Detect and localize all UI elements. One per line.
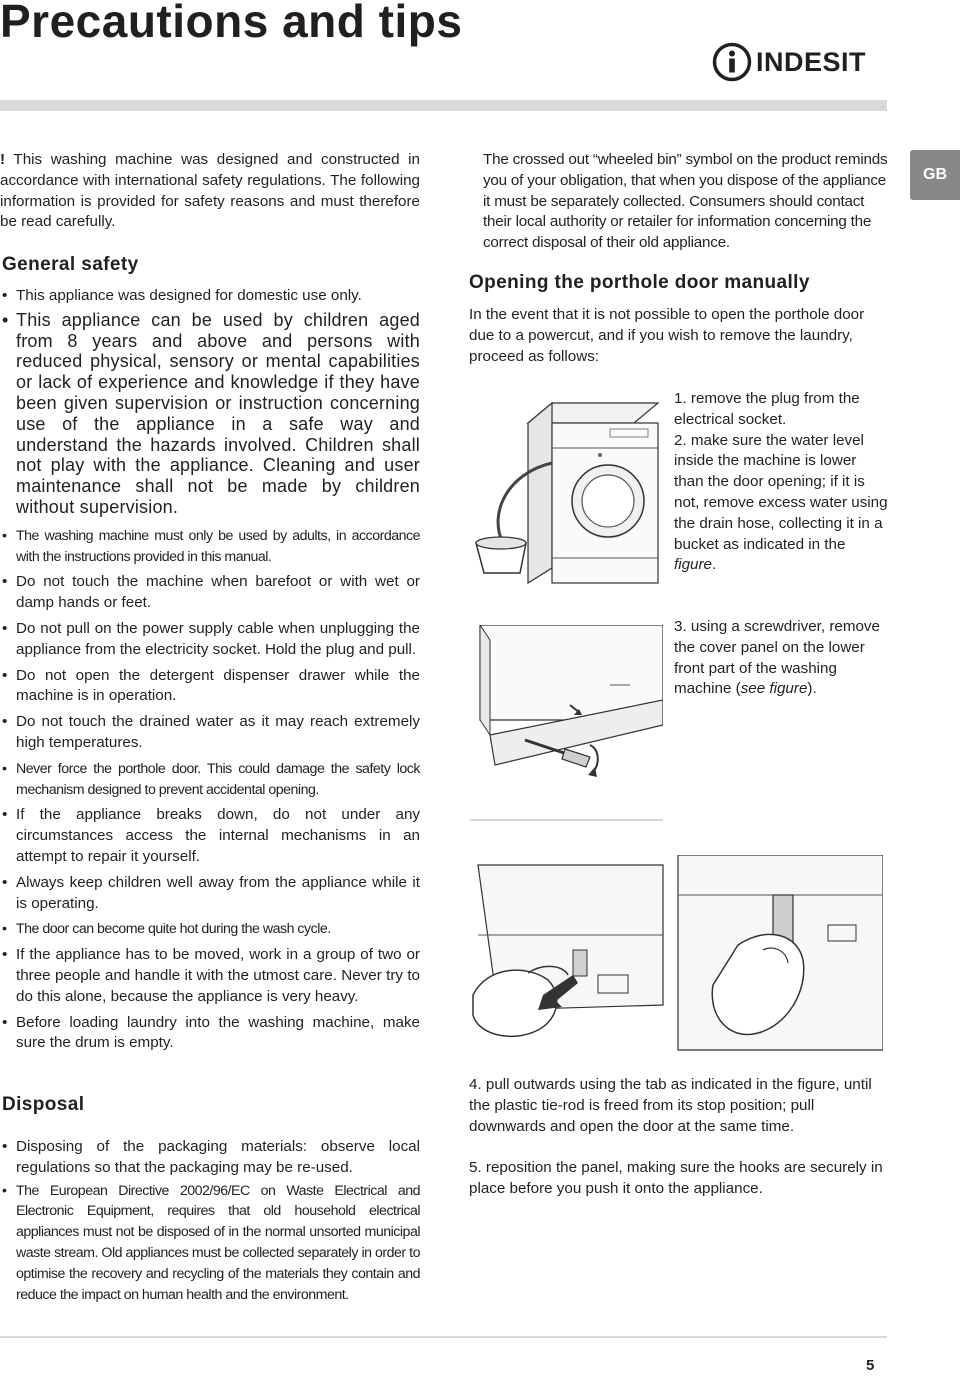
left-column <box>0 150 420 233</box>
step-2-figure-ref: figure <box>674 556 712 574</box>
step-3-figure-ref: see figure <box>740 680 808 698</box>
step-1: 1. remove the plug from the electrical socket. <box>674 390 860 428</box>
step-3-container <box>674 617 888 700</box>
brand-name: INDESIT <box>756 46 867 77</box>
list-item: • If the appliance has to be moved, work in a group of two or three people and handle it with the utmost care. Never try to do this alone, because the appliance is very heavy. <box>0 945 420 1007</box>
disposal-section <box>2 1094 420 1116</box>
list-item: • Do not open the detergent dispenser drawer while the machine is in operation. <box>0 666 420 708</box>
list-item: • If the appliance breaks down, do not under any circumstances access the internal mechanisms in an attempt to repair it yourself. <box>0 805 420 867</box>
steps-4-5-container <box>469 1075 889 1200</box>
step-5: 5. reposition the panel, making sure the hooks are securely in place before you push it onto the appliance. <box>469 1159 883 1198</box>
disposal-list-container <box>0 1137 420 1310</box>
step-3 <box>674 617 888 700</box>
list-item: • Disposing of the packaging materials: observe local regulations so that the packaging may be re-used. <box>0 1137 420 1179</box>
list-item: • Do not pull on the power supply cable when unplugging the appliance from the electricity socket. Hold the plug and pull. <box>0 619 420 661</box>
footer-divider <box>0 1336 887 1338</box>
language-tab: GB <box>910 150 960 200</box>
intro-text: This washing machine was designed and constructed in accordance with international safety regulations. The following information is provided for safety reasons and must therefore be read carefully. <box>0 151 420 231</box>
porthole-intro-container <box>469 305 869 367</box>
general-safety-section <box>2 254 420 276</box>
list-item: • Do not touch the machine when barefoot or with wet or damp hands or feet. <box>0 572 420 614</box>
list-item: • Before loading laundry into the washing machine, make sure the drum is empty. <box>0 1013 420 1055</box>
list-item: • The door can become quite hot during the wash cycle. <box>0 919 420 940</box>
bin-paragraph-container <box>483 150 888 254</box>
step-4: 4. pull outwards using the tab as indicated in the figure, until the plastic tie-rod is freed from its stop position; pull downwards and open the door at the same time. <box>469 1076 872 1135</box>
step-2 <box>674 431 888 577</box>
list-item: • Always keep children well away from the appliance while it is operating. <box>0 873 420 915</box>
list-item: • Do not touch the drained water as it may reach extremely high temperatures. <box>0 712 420 754</box>
porthole-heading: Opening the porthole door manually <box>469 272 810 293</box>
disposal-list <box>0 1137 420 1305</box>
step-2-text: 2. make sure the water level inside the machine is lower than the door opening; if it is not, remove excess water using the drain hose, collecting it in a bucket as indicated in the <box>674 431 888 553</box>
brand-logo <box>712 41 866 83</box>
porthole-section <box>469 272 889 294</box>
pull-tab-figure <box>468 855 883 1055</box>
general-safety-list <box>0 286 420 1054</box>
porthole-intro: In the event that it is not possible to open the porthole door due to a powercut, and if you wish to remove the laundry, proceed as follows: <box>469 306 865 365</box>
bin-paragraph: The crossed out “wheeled bin” symbol on the product reminds you of your obligation, that when you dispose of the appliance it must be separately collected. Consumers should contact their local authority or retailer for information concerning the correct disposal of their old appliance. <box>483 151 888 252</box>
steps-1-2-container <box>674 389 888 576</box>
step-3-end: ). <box>807 680 817 698</box>
list-item: • The washing machine must only be used by adults, in accordance with the instructions provided in this manual. <box>0 526 420 568</box>
general-safety-list-container <box>0 286 420 1059</box>
header-divider <box>0 100 887 111</box>
drain-hose-figure <box>468 393 663 590</box>
screwdriver-figure <box>470 625 663 825</box>
intro-paragraph <box>0 150 420 233</box>
page-number: 5 <box>866 1357 875 1374</box>
page-title: Precautions and tips <box>0 0 463 47</box>
step-3-text: 3. using a screwdriver, remove the cover panel on the lower front part of the washing machine ( <box>674 618 880 698</box>
general-safety-heading: General safety <box>2 254 139 275</box>
step-2-end: . <box>712 556 717 574</box>
indesit-logo-icon <box>712 42 752 82</box>
list-item: • This appliance can be used by children aged from 8 years and above and persons with reduced physical, sensory or mental capabilities or lack of experience and knowledge if they have been given supervision or instruction concerning use of the appliance in a safe way and understand the hazards involved. Children shall not play with the appliance. Cleaning and user maintenance shall not be made by children without supervision. <box>0 310 420 518</box>
list-item: • Never force the porthole door. This could damage the safety lock mechanism designed to prevent accidental opening. <box>0 759 420 801</box>
list-item: • This appliance was designed for domestic use only. <box>0 286 420 307</box>
disposal-heading: Disposal <box>2 1094 85 1115</box>
list-item: • The European Directive 2002/96/EC on Waste Electrical and Electronic Equipment, requires that old household electrical appliances must not be disposed of in the normal unsorted municipal waste stream. Old appliances must be collected separately in order to optimise the recovery and recycling of the materials they contain and reduce the impact on human health and the environment. <box>0 1181 420 1306</box>
warning-mark: ! <box>0 151 6 168</box>
